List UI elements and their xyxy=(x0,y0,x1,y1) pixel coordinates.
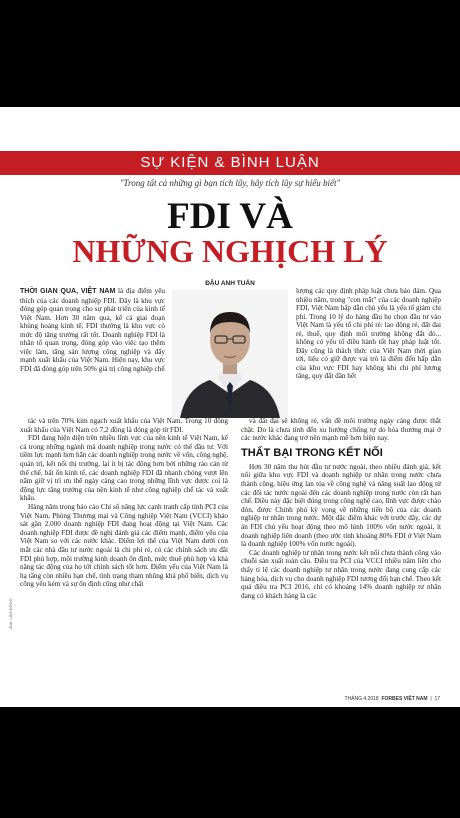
photo-caption: Ảnh: LÂM ĐÔNG xyxy=(8,598,13,629)
section-header: SỰ KIỆN & BÌNH LUẬN xyxy=(0,151,460,175)
paragraph-4: Hàng năm trong báo cáo Chỉ số năng lực cạnh tranh cấp tỉnh PCI của Việt Nam, Phòng Thương mại và Công nghiệp Việt Nam (VCCI) khảo sát gần 2.000 doanh nghiệp FDI đang hoạt động tại Việt Nam. Các doanh nghiệp FDI được đề nghị đánh giá các điểm mạnh, điểm yếu của Việt Nam so với các nước khác. Điểm lợi thế của Việt Nam dưới con mắt các nhà đầu tư nước ngoài là chi phí rẻ, có các chính sách ưu đãi FDI phù hợp, môi trường kinh doanh ổn định, mức thuê phù hợp và khả năng tác động của họ tới chính sách tốt hơn. Điểm yếu của Việt Nam là hạ tầng còn nhiều hạn chế, tình trạng tham nhũng khá phổ biến, dịch vụ công yếu kém và sự ổn định cũng như chất xyxy=(20,502,228,589)
article-body-right xyxy=(241,417,441,699)
lead-in: THỜI GIAN QUA, VIỆT NAM xyxy=(20,288,116,295)
page-footer: THÁNG 4.2018 FORBES VIỆT NAM | 17 xyxy=(344,696,440,702)
author-byline: ĐẬU ANH TUẤN xyxy=(205,280,255,287)
tagline: "Trong tất cả những gì bạn tích lũy, hãy tích lũy sự hiểu biết" xyxy=(119,178,341,188)
article-column-right xyxy=(296,287,441,427)
magazine-page xyxy=(0,107,460,707)
article-title-line1: FDI VÀ xyxy=(167,196,293,237)
article-title-line2: NHỮNG NGHỊCH LÝ xyxy=(72,233,388,269)
issue-date: THÁNG 4.2018 xyxy=(344,696,379,702)
paragraph-1: là địa điểm yêu thích của các doanh nghiệp FDI. Đây là khu vực đóng góp quan trọng cho sự phát triển của kinh tế Việt Nam. Hơn 30 năm qua, kể cả giai đoạn khủng hoảng kinh tế, FDI thường là khu vực có mức độ tăng trưởng rất tốt. Doanh nghiệp FDI là nhân tố quan trọng, đóng góp vào việc tạo thêm việc làm, tăng sản lượng công nghiệp và đẩy mạnh xuất khẩu của Việt Nam. Hiện nay, khu vực FDI đã đóng góp trên 50% giá trị công nghiệp chế xyxy=(20,287,165,373)
paragraph-right-4: Các doanh nghiệp tư nhân trong nước kết nối chưa thành công vào chuỗi sản xuất toàn cầu. Điều tra PCI của VCCI nhiều năm liền cho thấy tỉ lệ các doanh nghiệp tư nhân trong nước đang cung cấp các hàng hóa, dịch vụ cho doanh nghiệp FDI tương đối hạn chế. Theo kết quả điều tra PCI 2016, chỉ có khoảng 14% doanh nghiệp tư nhân đang có khách hàng là các xyxy=(241,548,441,600)
paragraph-right-1: lượng các quy định pháp luật chưa bảo đảm. Qua nhiều năm, trong "con mắt" của các doanh nghiệp FDI, Việt Nam hấp dẫn chủ yếu là yếu tố giảm chi phí. Trong 10 lý do hàng đầu họ chọn đầu tư vào Việt Nam là yếu tố chi phí rẻ: lao động rẻ, đất đai rẻ, thuế, quy định môi trường không đắt đỏ... không có yếu tố điều hành tốt hay pháp luật tốt. Đây cũng là thách thức của Việt Nam thời gian tới, liệu có giữ được vai trò là điểm đến hấp dẫn của khu vực FDI hay không khi chi phí lương tăng, quy đất dần hết xyxy=(296,287,441,381)
page-number: 17 xyxy=(434,696,440,702)
paragraph-right-3: Hơn 30 năm thu hút đầu tư nước ngoài, theo nhiều đánh giá, kết nối giữa khu vực FDI và doanh nghiệp tư nhân trong nước chưa thành công, hiệu ứng lan tỏa về công nghệ và năng suất lao động từ các đối tác nước ngoài đến các doanh nghiệp trong nước còn rất hạn chế. Điều này đặc biệt đúng trong công nghệ cao, lĩnh vực được chào đón, được Chính phủ kỳ vọng về những tiến bộ của các doanh nghiệp tư nhân trong nước. Một đặc điểm khác với trước đây, các dự án FDI chủ yếu hoạt động theo mô hình 100% vốn nước ngoài, ít doanh nghiệp liên doanh (theo ước tính khoảng 80% FDI ở Việt Nam là doanh nghiệp 100% vốn nước ngoài). xyxy=(241,462,441,549)
paragraph-2: tác và trên 70% kim ngạch xuất khẩu của Việt Nam. Trong 10 đồng xuất khẩu của Việt Nam có 7,2 đồng là đóng góp từ FDI. xyxy=(20,417,228,434)
article-column-left xyxy=(20,287,165,402)
portrait-image xyxy=(172,290,288,418)
paragraph-3: FDI đang hiện diện trên nhiều lĩnh vực của nền kinh tế Việt Nam, kể cả trong những ngành mà doanh nghiệp trong nước có thế đầu tư. Với tiềm lực mạnh hơn hẳn các doanh nghiệp trong nước về vốn, công nghệ, quản trị, kết nối thị trường, lại ít bị tác động hơn bởi những rào cản từ thể chế, bất ổn kinh tế, các doanh nghiệp FDI đã nhanh chóng vượt lên nắm giữ vị trí ưu thế ngày càng cao trong những lĩnh vực được coi là động lực tăng trưởng của nền kinh tế như công nghiệp chế tác và xuất khẩu. xyxy=(20,434,229,503)
author-photo xyxy=(172,290,288,418)
publication-name: FORBES VIỆT NAM xyxy=(381,696,428,702)
article-body-left xyxy=(20,417,228,699)
paragraph-right-2: và đất đai sẽ không rẻ, vấn đề môi trường ngày càng được thắt chặt. Do là chưa tính đến xu hướng chống tự do hóa thương mại ở các nước khác đang trở nên mạnh mẽ hơn hiện nay. xyxy=(241,417,441,443)
section-subheading: THẤT BẠI TRONG KẾT NỐI xyxy=(241,446,383,459)
